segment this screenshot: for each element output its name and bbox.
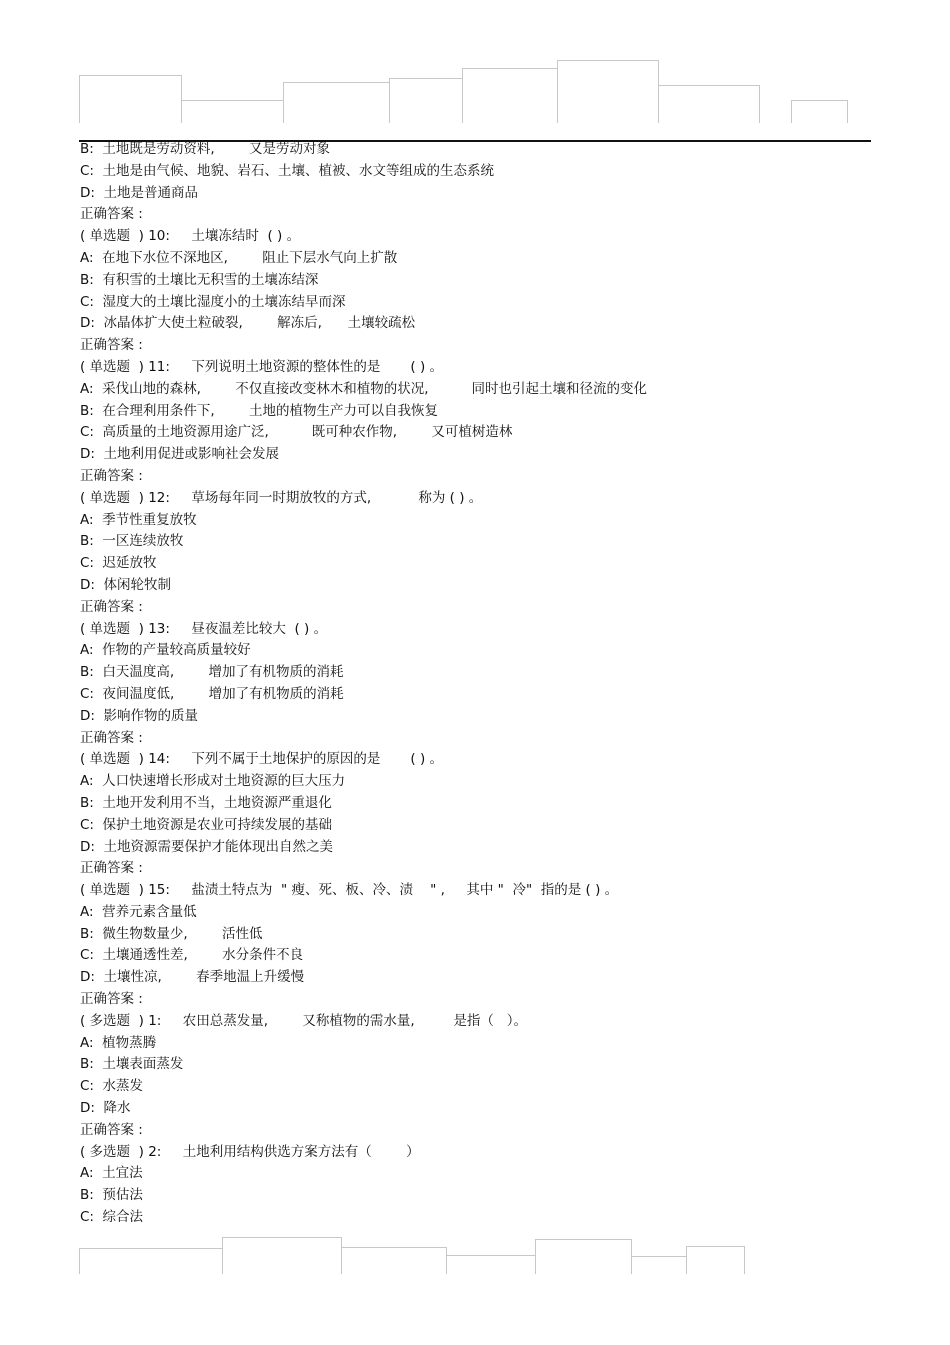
text-line: B: 微生物数量少, 活性低 <box>80 925 263 942</box>
text-line: A: 人口快速增长形成对土地资源的巨大压力 <box>80 773 346 790</box>
text-line: B: 白天温度高, 增加了有机物质的消耗 <box>80 664 344 681</box>
footer-decoration <box>686 1246 745 1274</box>
footer-decoration <box>535 1239 632 1274</box>
text-line: B: 土壤表面蒸发 <box>80 1056 184 1073</box>
header-decoration <box>658 85 760 123</box>
text-line: D: 土地是普通商品 <box>80 184 199 201</box>
text-line: ( 单选题 ) 13: 昼夜温差比较大 ( ) 。 <box>80 620 328 637</box>
header-decoration <box>79 75 182 123</box>
text-line: ( 单选题 ) 12: 草场每年同一时期放牧的方式, 称为 ( ) 。 <box>80 489 483 506</box>
text-line: 正确答案 : <box>80 206 143 223</box>
text-line: ( 多选题 ) 1: 农田总蒸发量, 又称植物的需水量, 是指（ ）。 <box>80 1012 527 1029</box>
footer-decoration <box>79 1248 223 1274</box>
text-line: C: 土地是由气候、地貌、岩石、土壤、植被、水文等组成的生态系统 <box>80 162 495 179</box>
text-line: C: 湿度大的土壤比湿度小的土壤冻结早而深 <box>80 293 346 310</box>
text-line: B: 一区连续放牧 <box>80 533 184 550</box>
text-line: A: 季节性重复放牧 <box>80 511 197 528</box>
footer-decoration <box>631 1256 687 1274</box>
text-line: C: 水蒸发 <box>80 1078 144 1095</box>
text-line: ( 单选题 ) 15: 盐渍土特点为 " 瘦、死、板、冷、渍 " , 其中 " 冷" 指的是 ( ) 。 <box>80 882 619 899</box>
text-line: 正确答案 : <box>80 1121 143 1138</box>
text-line: ( 多选题 ) 2: 土地利用结构供选方案方法有（ ） <box>80 1143 420 1160</box>
question-list <box>80 139 880 1229</box>
text-line: B: 预估法 <box>80 1187 143 1204</box>
text-line: ( 单选题 ) 10: 土壤冻结时 ( ) 。 <box>80 228 301 245</box>
text-line: C: 综合法 <box>80 1209 144 1226</box>
header-decoration <box>389 78 463 123</box>
footer-decoration <box>222 1237 342 1274</box>
text-line: 正确答案 : <box>80 860 143 877</box>
text-line: D: 土地利用促进或影响社会发展 <box>80 446 280 463</box>
text-line: ( 单选题 ) 11: 下列说明土地资源的整体性的是 ( ) 。 <box>80 358 444 375</box>
text-line: D: 土地资源需要保护才能体现出自然之美 <box>80 838 334 855</box>
text-line: 正确答案 : <box>80 598 143 615</box>
text-line: C: 夜间温度低, 增加了有机物质的消耗 <box>80 685 344 702</box>
text-line: A: 采伐山地的森林, 不仅直接改变林木和植物的状况, 同时也引起土壤和径流的变化 <box>80 380 647 397</box>
text-line: B: 有积雪的土壤比无积雪的土壤冻结深 <box>80 271 319 288</box>
text-line: C: 土壤通透性差, 水分条件不良 <box>80 947 304 964</box>
text-line: 正确答案 : <box>80 991 143 1008</box>
text-line: C: 保护土地资源是农业可持续发展的基础 <box>80 816 333 833</box>
text-line: D: 体闲轮牧制 <box>80 576 172 593</box>
header-decoration <box>283 82 390 123</box>
text-line: A: 在地下水位不深地区, 阻止下层水气向上扩散 <box>80 249 398 266</box>
text-line: ( 单选题 ) 14: 下列不属于土地保护的原因的是 ( ) 。 <box>80 751 444 768</box>
text-line: D: 冰晶体扩大使土粒破裂, 解冻后, 土壤较疏松 <box>80 315 416 332</box>
header-decoration <box>557 60 659 123</box>
text-line: A: 植物蒸腾 <box>80 1034 157 1051</box>
footer-decoration <box>341 1247 447 1274</box>
text-line: B: 土地开发利用不当，土地资源严重退化 <box>80 794 332 811</box>
text-line: A: 土宜法 <box>80 1165 143 1182</box>
header-decoration <box>791 100 848 123</box>
text-line: D: 影响作物的质量 <box>80 707 199 724</box>
text-line: C: 高质量的土地资源用途广泛, 既可种农作物, 又可植树造林 <box>80 424 513 441</box>
text-line: 正确答案 : <box>80 337 143 354</box>
text-line: 正确答案 : <box>80 729 143 746</box>
footer-decoration <box>446 1255 536 1274</box>
text-line: A: 作物的产量较高质量较好 <box>80 642 251 659</box>
text-line: A: 营养元素含量低 <box>80 903 197 920</box>
header-decoration <box>462 68 558 123</box>
text-line: D: 降水 <box>80 1100 131 1117</box>
text-line: 正确答案 : <box>80 467 143 484</box>
text-line: C: 迟延放牧 <box>80 555 157 572</box>
text-line: B: 土地既是劳动资料, 又是劳动对象 <box>80 141 331 157</box>
header-decoration <box>181 100 284 123</box>
text-line: D: 土壤性凉, 春季地温上升缓慢 <box>80 969 305 986</box>
text-line: B: 在合理利用条件下, 土地的植物生产力可以自我恢复 <box>80 402 439 419</box>
